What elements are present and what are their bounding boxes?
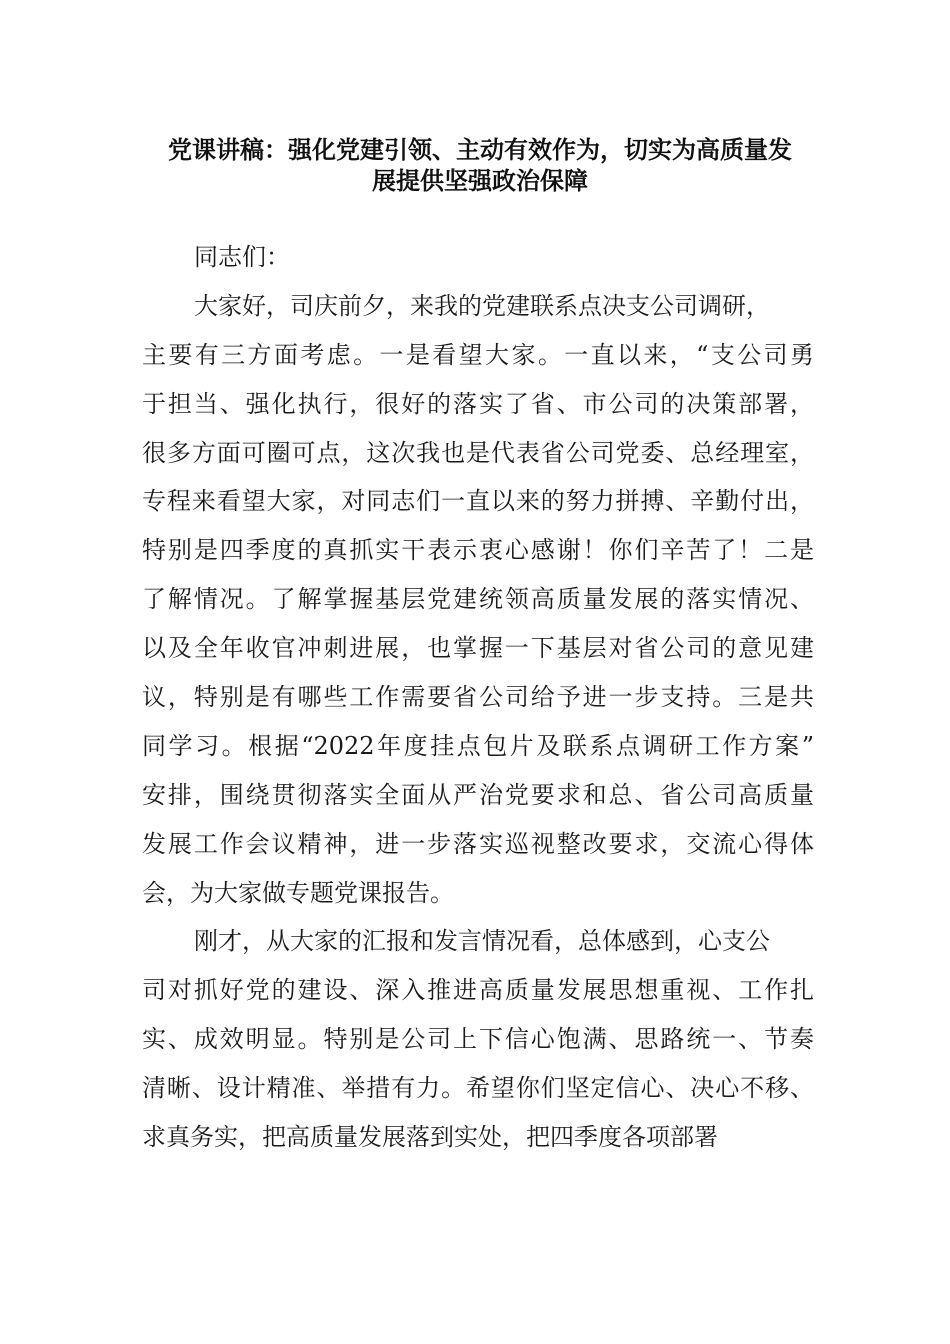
paragraph-line: 于担当、强化执行，很好的落实了省、市公司的决策部署， [142,389,814,418]
paragraph-line: 实、成效明显。特别是公司上下信心饱满、思路统一、节奏 [142,1025,814,1054]
paragraph-line: 会，为大家做专题党课报告。 [142,878,454,907]
salutation: 同志们： [194,243,290,271]
paragraph-line: 议，特别是有哪些工作需要省公司给予进一步支持。三是共 [142,683,814,712]
paragraph-line: 以及全年收官冲刺进展，也掌握一下基层对省公司的意见建 [142,634,814,663]
paragraph-2 [142,917,814,1161]
paragraph-line: 求真务实，把高质量发展落到实处，把四季度各项部署 [142,1123,718,1152]
paragraph-line: 安排，围绕贯彻落实全面从严治党要求和总、省公司高质量 [142,780,814,809]
paragraph-line: 很多方面可圈可点，这次我也是代表省公司党委、总经理室， [142,438,814,467]
paragraph-1 [142,282,814,918]
paragraph-line: 大家好，司庆前夕，来我的党建联系点决支公司调研， [194,291,770,320]
title-line-1: 党课讲稿：强化党建引领、主动有效作为，切实为高质量发 [168,135,792,164]
document-title [120,134,840,196]
paragraph-line: 专程来看望大家，对同志们一直以来的努力拼搏、辛勤付出， [142,487,814,516]
paragraph-line: 司对抓好党的建设、深入推进高质量发展思想重视、工作扎 [142,976,814,1005]
paragraph-line: 发展工作会议精神，进一步落实巡视整改要求，交流心得体 [142,829,814,858]
document-body [142,233,814,1162]
paragraph-line: 特别是四季度的真抓实干表示衷心感谢！你们辛苦了！二是 [142,536,814,565]
paragraph-line: 同学习。根据“2022年度挂点包片及联系点调研工作方案” [142,731,814,760]
paragraph-line: 刚才，从大家的汇报和发言情况看，总体感到，心支公 [194,927,770,956]
paragraph-line: 清晰、设计精准、举措有力。希望你们坚定信心、决心不移、 [142,1074,814,1103]
paragraph-line: 主要有三方面考虑。一是看望大家。一直以来，“支公司勇 [142,340,814,369]
title-line-2: 展提供坚强政治保障 [372,166,588,195]
paragraph-line: 了解情况。了解掌握基层党建统领高质量发展的落实情况、 [142,585,814,614]
